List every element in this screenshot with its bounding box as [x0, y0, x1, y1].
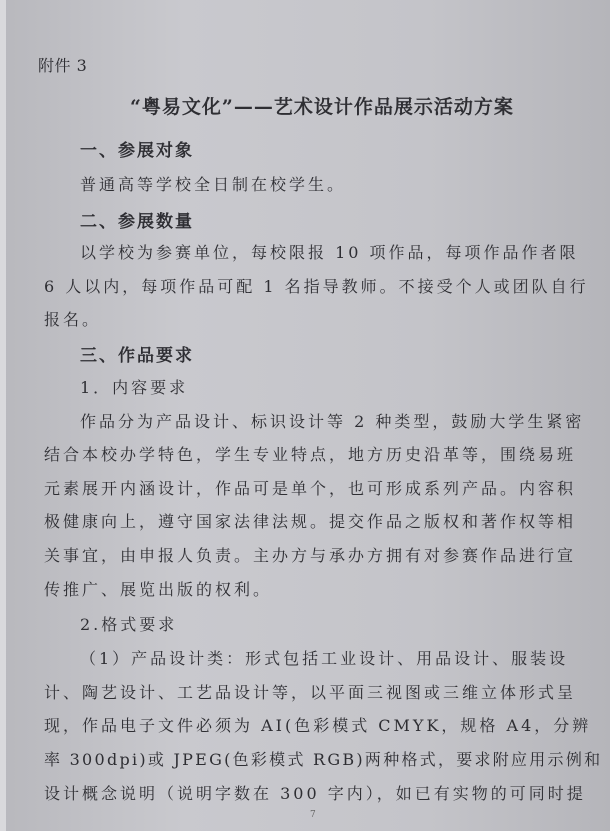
paragraph-line: 计、陶艺设计、工艺品设计等，以平面三视图或三维立体形式呈 [44, 683, 577, 702]
subsection-heading-content: 1．内容要求 [80, 378, 189, 397]
paragraph-line: 结合本校办学特色，学生专业特点，地方历史沿革等，围绕易班 [44, 445, 577, 464]
paragraph-line: 普通高等学校全日制在校学生。 [80, 175, 347, 194]
paragraph-line: 关事宜，由申报人负责。主办方与承办方拥有对参赛作品进行宣 [44, 546, 577, 565]
attachment-label: 附件 3 [38, 56, 88, 75]
section-heading-quantity: 二、参展数量 [80, 212, 194, 232]
paragraph-line: 以学校为参赛单位，每校限报 10 项作品，每项作品作者限 [80, 243, 579, 262]
paragraph-line: 极健康向上，遵守国家法律法规。提交作品之版权和著作权等相 [44, 512, 577, 531]
paragraph-line: （1）产品设计类：形式包括工业设计、用品设计、服装设 [80, 649, 569, 668]
paragraph-line: 设计概念说明（说明字数在 300 字内），如已有实物的可同时提 [44, 784, 586, 803]
page-number: 7 [310, 810, 316, 820]
document-title: “粤易文化”——艺术设计作品展示活动方案 [130, 96, 514, 118]
paragraph-line: 现，作品电子文件必须为 AI(色彩模式 CMYK，规格 A4，分辨 [44, 716, 592, 735]
page-edge [0, 0, 6, 831]
paragraph-line: 率 300dpi)或 JPEG(色彩模式 RGB)两种格式，要求附应用示例和 [44, 750, 603, 769]
section-heading-participants: 一、参展对象 [80, 141, 194, 161]
paragraph-line: 作品分为产品设计、标识设计等 2 种类型，鼓励大学生紧密 [80, 412, 585, 431]
paragraph-line: 6 人以内，每项作品可配 1 名指导教师。不接受个人或团队自行 [44, 277, 589, 296]
section-heading-requirements: 三、作品要求 [80, 346, 194, 366]
paragraph-line: 元素展开内涵设计，作品可是单个，也可形成系列产品。内容积 [44, 479, 577, 498]
paragraph-line: 传推广、展览出版的权利。 [44, 580, 273, 599]
paragraph-line: 报名。 [44, 310, 102, 329]
subsection-heading-format: 2.格式要求 [80, 615, 178, 634]
